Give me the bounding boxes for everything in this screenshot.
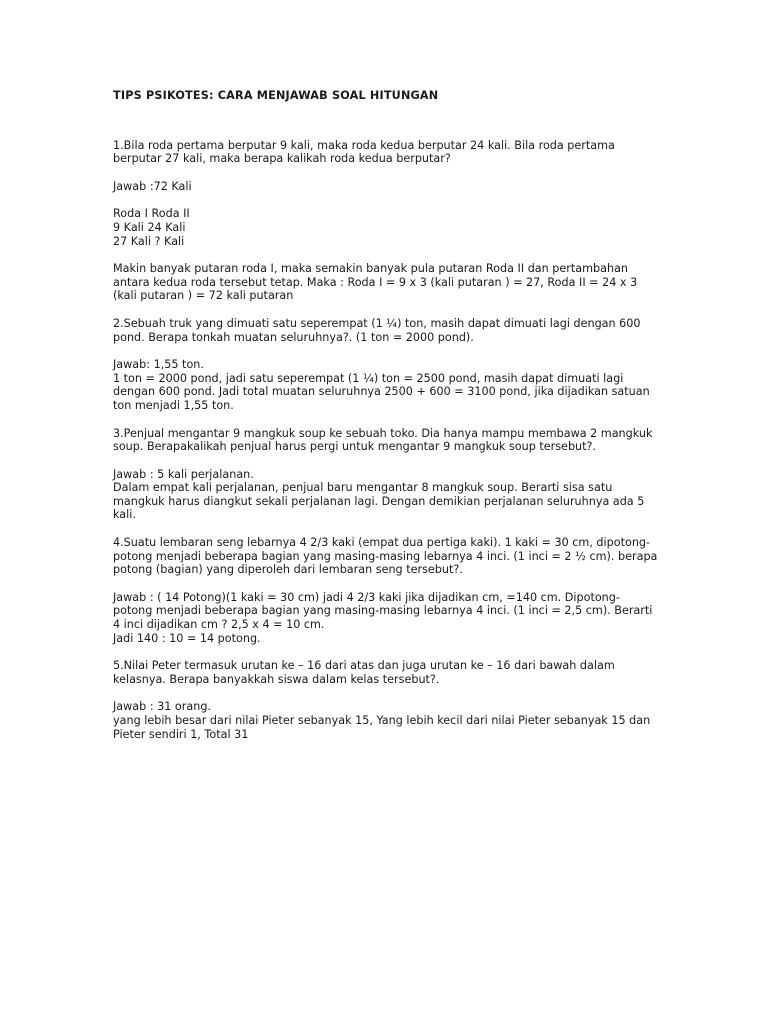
paragraph <box>113 591 658 645</box>
paragraph-line: Jadi 140 : 10 = 14 potong. <box>113 631 261 645</box>
paragraph <box>113 468 658 522</box>
document-body <box>113 138 661 742</box>
paragraph <box>113 427 658 454</box>
paragraph-line: 4.Suatu lembaran seng lebarnya 4 2/3 kaki (empat dua pertiga kaki). 1 kaki = 30 cm, dipotong-potong menjadi beberapa bagian yang masing-masing lebarnya 4 inci. (1 inci = 2 ½ cm). berapa potong (bagian) yang diperoleh dari lembaran seng tersebut?. <box>113 536 661 577</box>
paragraph <box>113 139 658 166</box>
paragraph <box>113 536 661 577</box>
paragraph <box>113 659 658 686</box>
document-title: TIPS PSIKOTES: CARA MENJAWAB SOAL HITUNGAN <box>113 89 439 102</box>
paragraph <box>113 180 658 194</box>
paragraph-line: Jawab :72 Kali <box>113 179 192 193</box>
paragraph-line: Jawab: 1,55 ton. <box>113 358 204 372</box>
paragraph-line: Makin banyak putaran roda I, maka semakin banyak pula putaran Roda II dan pertambahan antara kedua roda tersebut tetap. Maka : Roda I = 9 x 3 (kali putaran ) = 27, Roda II = 24 x 3 (kali putaran ) = 72 kali putaran <box>113 262 641 303</box>
paragraph <box>113 317 658 344</box>
paragraph-line: Jawab : ( 14 Potong)(1 kaki = 30 cm) jadi 4 2/3 kaki jika dijadikan cm, =140 cm. Dipotong-potong menjadi beberapa bagian yang masing-masing lebarnya 4 inci. (1 inci = 2,5 cm). Berarti 4 inci dijadikan cm ? 2,5 x 4 = 10 cm. <box>113 590 656 632</box>
paragraph-line: Jawab : 31 orang. <box>113 700 211 714</box>
paragraph-line: 1 ton = 2000 pond, jadi satu seperempat (1 ¼) ton = 2500 pond, masih dapat dimuati lagi dengan 600 pond. Jadi total muatan seluruhnya 2500 + 600 = 3100 pond, jika dijadikan satuan ton menjadi 1,55 ton. <box>113 371 654 412</box>
paragraph <box>113 262 658 303</box>
paragraph-line: 1.Bila roda pertama berputar 9 kali, maka roda kedua berputar 24 kali. Bila roda pertama berputar 27 kali, maka berapa kalikah roda kedua berputar? <box>113 138 619 166</box>
paragraph-line: yang lebih besar dari nilai Pieter sebanyak 15, Yang lebih kecil dari nilai Pieter sebanyak 15 dan Pieter sendiri 1, Total 31 <box>113 714 654 741</box>
paragraph <box>113 358 658 412</box>
paragraph <box>113 207 658 248</box>
paragraph-line: 5.Nilai Peter termasuk urutan ke – 16 dari atas dan juga urutan ke – 16 dari bawah dalam kelasnya. Berapa banyakkah siswa dalam kelas tersebut?. <box>113 659 619 686</box>
paragraph-line: 27 Kali ? Kali <box>113 234 185 248</box>
paragraph-line: Jawab : 5 kali perjalanan. <box>113 467 254 481</box>
paragraph-line: Roda I Roda II <box>113 207 190 221</box>
paragraph-line: 9 Kali 24 Kali <box>113 220 186 234</box>
paragraph-line: Dalam empat kali perjalanan, penjual baru mengantar 8 mangkuk soup. Berarti sisa satu mangkuk harus diangkut sekali perjalanan lagi. Dengan demikian perjalanan seluruhnya ada 5 kali. <box>113 481 648 522</box>
document-page <box>113 89 661 755</box>
paragraph-line: 2.Sebuah truk yang dimuati satu seperempat (1 ¼) ton, masih dapat dimuati lagi dengan 600 pond. Berapa tonkah muatan seluruhnya?. (1 ton = 2000 pond). <box>113 316 645 344</box>
paragraph-line: 3.Penjual mengantar 9 mangkuk soup ke sebuah toko. Dia hanya mampu membawa 2 mangkuk soup. Berapakalikah penjual harus pergi untuk mengantar 9 mangkuk soup tersebut?. <box>113 426 657 454</box>
paragraph <box>113 700 658 741</box>
